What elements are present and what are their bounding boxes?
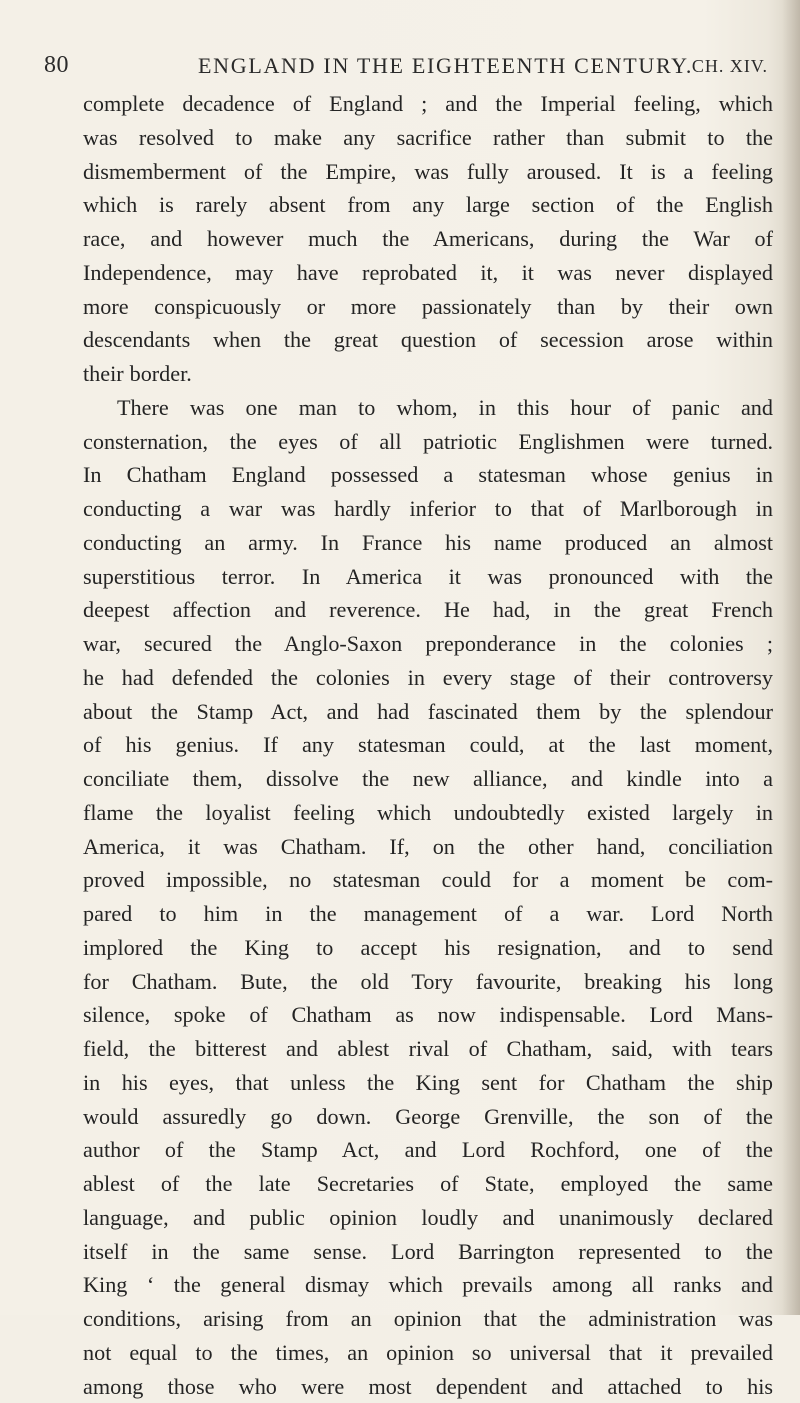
text-line: which is rarely absent from any large section of the English <box>83 188 773 222</box>
text-line: not equal to the times, an opinion so universal that it prevailed <box>83 1336 773 1370</box>
text-line: conducting a war was hardly inferior to that of Marlborough in <box>83 492 773 526</box>
paragraph-2 <box>83 391 773 1403</box>
page-header <box>44 52 768 84</box>
text-line: King ‘ the general dismay which prevails among all ranks and <box>83 1268 773 1302</box>
text-line: about the Stamp Act, and had fascinated them by the splendour <box>83 695 773 729</box>
text-line-last: their border. <box>83 357 773 391</box>
text-line: flame the loyalist feeling which undoubtedly existed largely in <box>83 796 773 830</box>
body-text <box>83 87 773 1403</box>
text-line: silence, spoke of Chatham as now indispensable. Lord Mans- <box>83 998 773 1032</box>
text-line: conditions, arising from an opinion that the administration was <box>83 1302 773 1336</box>
text-line: was resolved to make any sacrifice rather than submit to the <box>83 121 773 155</box>
text-line: proved impossible, no statesman could for a moment be com- <box>83 863 773 897</box>
text-line: more conspicuously or more passionately than by their own <box>83 290 773 324</box>
text-line: would assuredly go down. George Grenville, the son of the <box>83 1100 773 1134</box>
text-line: dismemberment of the Empire, was fully aroused. It is a feeling <box>83 155 773 189</box>
running-title: ENGLAND IN THE EIGHTEENTH CENTURY. <box>198 53 693 79</box>
text-line: he had defended the colonies in every stage of their controversy <box>83 661 773 695</box>
text-line: itself in the same sense. Lord Barrington represented to the <box>83 1235 773 1269</box>
text-line: for Chatham. Bute, the old Tory favourite, breaking his long <box>83 965 773 999</box>
text-line: complete decadence of England ; and the Imperial feeling, which <box>83 87 773 121</box>
text-line: ablest of the late Secretaries of State, employed the same <box>83 1167 773 1201</box>
text-line: in his eyes, that unless the King sent for Chatham the ship <box>83 1066 773 1100</box>
page-edge-shadow <box>782 0 800 1315</box>
text-line: descendants when the great question of secession arose within <box>83 323 773 357</box>
chapter-label: CH. XIV. <box>692 56 768 77</box>
text-line: author of the Stamp Act, and Lord Rochford, one of the <box>83 1133 773 1167</box>
text-line: superstitious terror. In America it was pronounced with the <box>83 560 773 594</box>
text-line: race, and however much the Americans, during the War of <box>83 222 773 256</box>
text-line: Independence, may have reprobated it, it was never displayed <box>83 256 773 290</box>
paragraph-1 <box>83 87 773 391</box>
text-line: conducting an army. In France his name produced an almost <box>83 526 773 560</box>
text-line: war, secured the Anglo-Saxon preponderance in the colonies ; <box>83 627 773 661</box>
text-line: field, the bitterest and ablest rival of Chatham, said, with tears <box>83 1032 773 1066</box>
text-line: In Chatham England possessed a statesman whose genius in <box>83 458 773 492</box>
text-line: language, and public opinion loudly and unanimously declared <box>83 1201 773 1235</box>
text-line: of his genius. If any statesman could, at the last moment, <box>83 728 773 762</box>
text-line: pared to him in the management of a war. Lord North <box>83 897 773 931</box>
text-line: consternation, the eyes of all patriotic Englishmen were turned. <box>83 425 773 459</box>
text-line: implored the King to accept his resignation, and to send <box>83 931 773 965</box>
text-line-first: There was one man to whom, in this hour of panic and <box>83 391 773 425</box>
page-number: 80 <box>44 52 69 79</box>
text-line: deepest affection and reverence. He had, in the great French <box>83 593 773 627</box>
text-line: America, it was Chatham. If, on the other hand, conciliation <box>83 830 773 864</box>
text-line: conciliate them, dissolve the new alliance, and kindle into a <box>83 762 773 796</box>
text-line: among those who were most dependent and attached to his <box>83 1370 773 1403</box>
